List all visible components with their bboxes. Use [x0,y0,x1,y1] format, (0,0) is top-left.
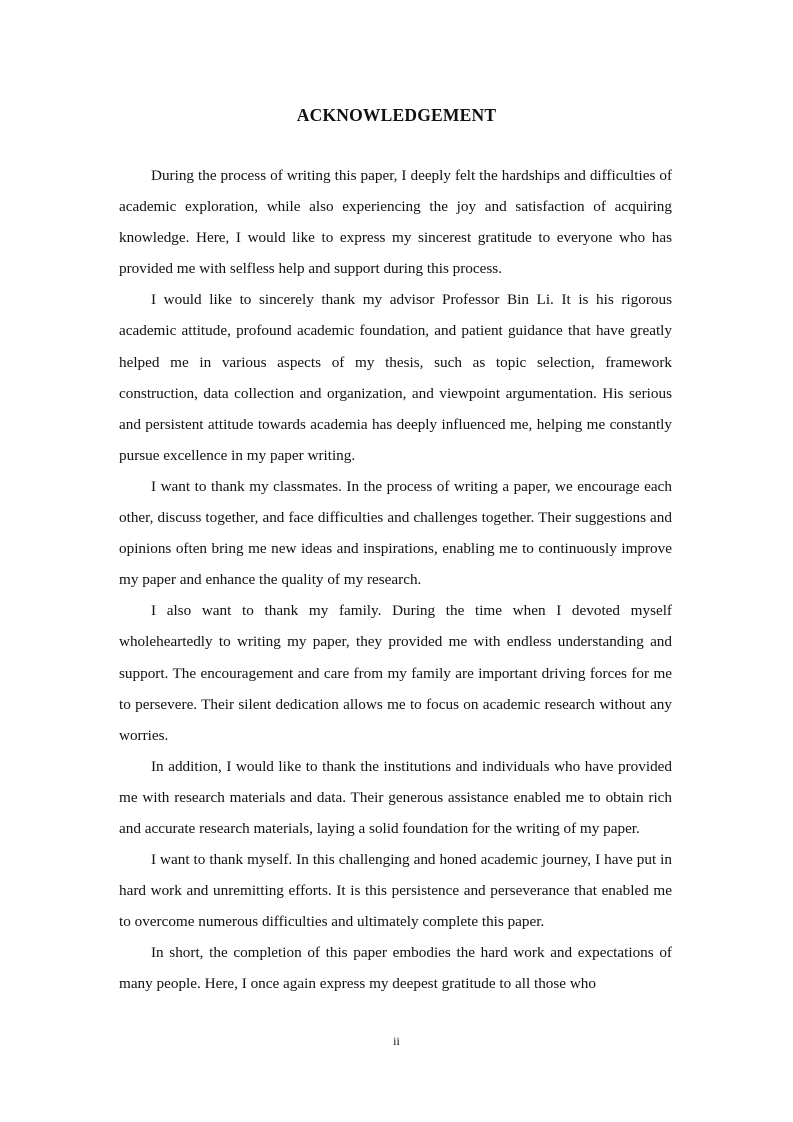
paragraph-conclusion: In short, the completion of this paper embodies the hard work and expectations of many people. Here, I once again express my deepest gratitude to all those who [119,944,672,993]
paragraph-institutions: In addition, I would like to thank the institutions and individuals who have provided me with research materials and data. Their generous assistance enabled me to obtain rich and accurate research materials, laying a solid foundation for the writing of my paper. [119,757,672,837]
paragraph-self: I want to thank myself. In this challenging and honed academic journey, I have put in hard work and unremitting efforts. It is this persistence and perseverance that enabled me to overcome numerous difficulties and ultimately complete this paper. [119,851,672,931]
paragraph-family: I also want to thank my family. During the time when I devoted myself wholeheartedly to writing my paper, they provided me with endless understanding and support. The encouragement and care from my family are important driving forces for me to persevere. Their silent dedication allows me to focus on academic research without any worries. [119,602,672,744]
page-title: ACKNOWLEDGEMENT [296,105,497,125]
paragraph-intro: During the process of writing this paper, I deeply felt the hardships and difficulties of academic exploration, while also experiencing the joy and satisfaction of acquiring knowledge. Here, I would like to express my sincerest gratitude to everyone who has provided me with selfless help and support during this process. [119,167,672,278]
paragraph-classmates: I want to thank my classmates. In the process of writing a paper, we encourage each other, discuss together, and face difficulties and challenges together. Their suggestions and opinions often bring me new ideas and inspirations, enabling me to continuously improve my paper and enhance the quality of my research. [119,477,672,589]
document-body [119,160,672,1000]
paragraph-advisor: I would like to sincerely thank my advisor Professor Bin Li. It is his rigorous academic attitude, profound academic foundation, and patient guidance that have greatly helped me in various aspects of my thesis, such as topic selection, framework construction, data collection and organization, and viewpoint argumentation. His serious and persistent attitude towards academia has deeply influenced me, helping me constantly pursue excellence in my paper writing. [119,291,672,464]
page-number: ii [393,1034,400,1048]
